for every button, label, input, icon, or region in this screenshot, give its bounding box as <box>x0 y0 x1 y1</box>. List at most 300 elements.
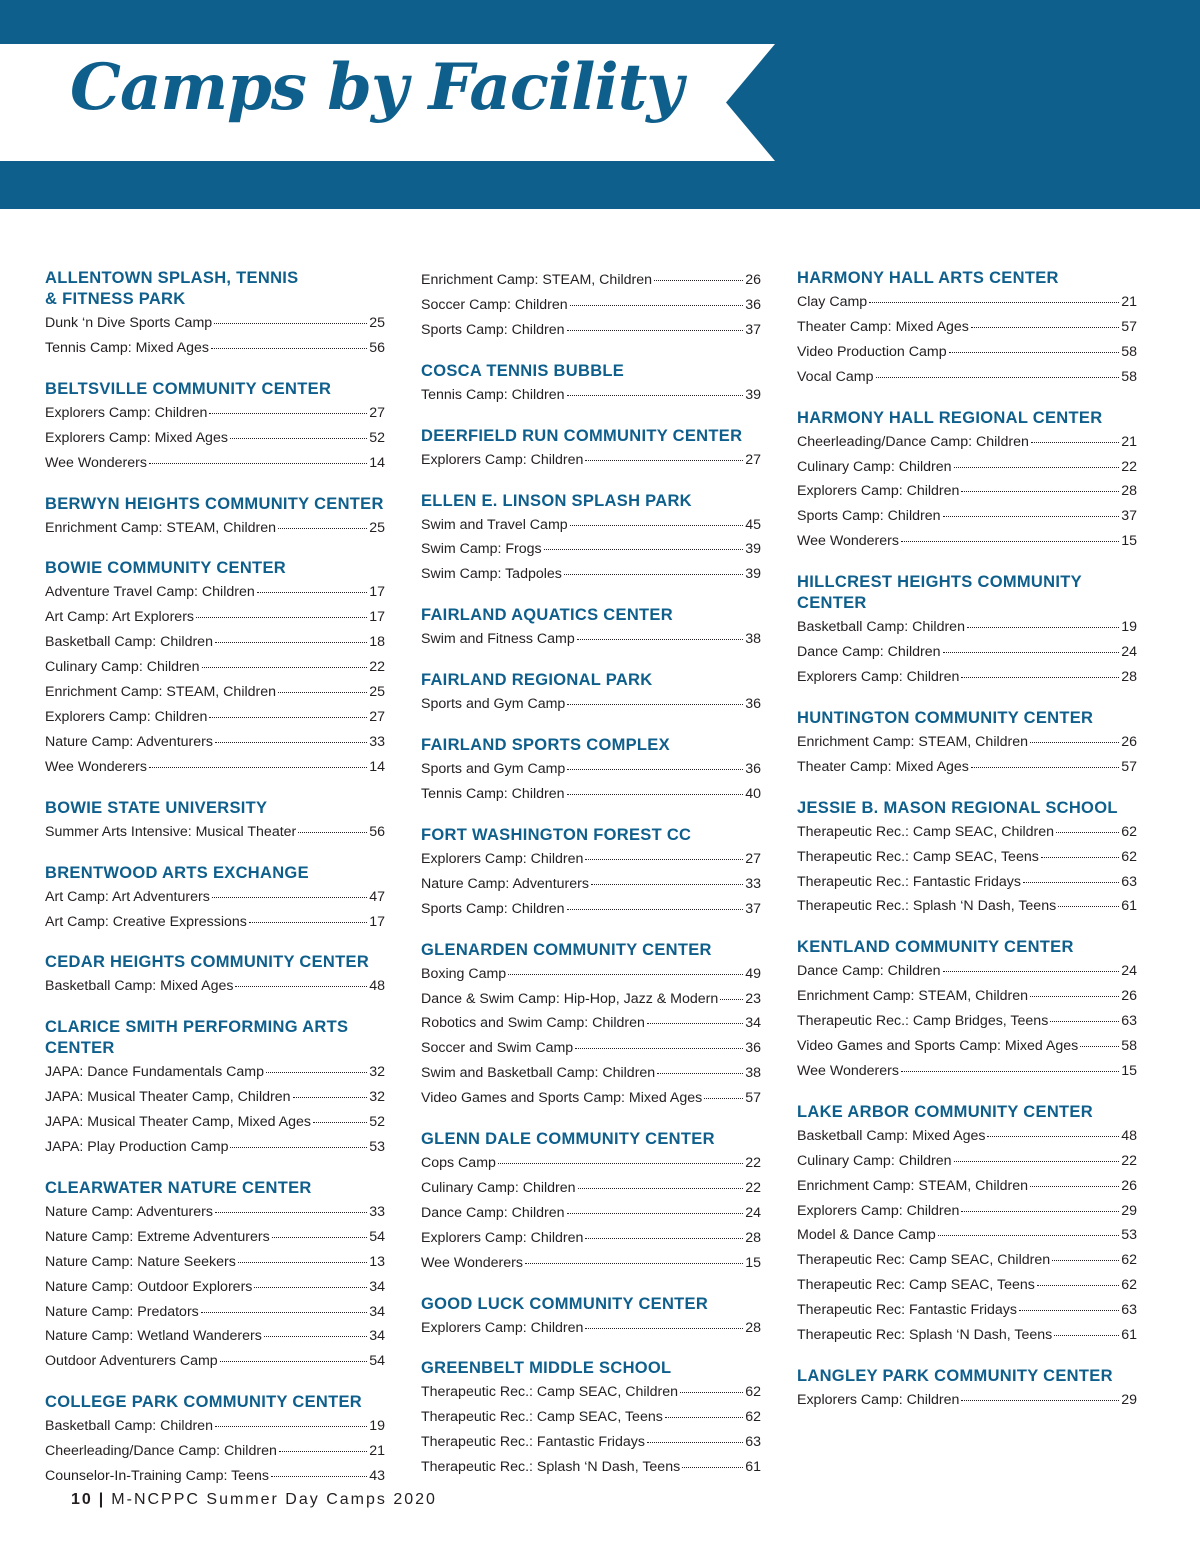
dot-leader <box>564 574 743 575</box>
dot-leader <box>1030 742 1119 743</box>
facility-section <box>45 1392 385 1489</box>
camp-entry <box>797 340 1137 365</box>
camp-name: Theater Camp: Mixed Ages <box>797 758 969 775</box>
camp-entry <box>797 730 1137 755</box>
dot-leader <box>508 974 743 975</box>
camp-entry <box>797 315 1137 340</box>
facility-name: GOOD LUCK COMMUNITY CENTER <box>421 1294 709 1313</box>
camp-name: Art Camp: Creative Expressions <box>45 913 247 930</box>
facility-name: CEDAR HEIGHTS COMMUNITY CENTER <box>45 953 370 972</box>
camp-entry <box>45 755 385 780</box>
column-1 <box>45 268 385 1507</box>
facility-name: LAKE ARBOR COMMUNITY CENTER <box>797 1102 1093 1121</box>
camp-name: Adventure Travel Camp: Children <box>45 584 255 601</box>
page-number: 10 <box>71 1491 93 1508</box>
dot-leader <box>264 1336 367 1337</box>
camp-page-number: 25 <box>369 315 385 331</box>
camp-name: Sports Camp: Children <box>797 508 941 525</box>
camp-name: JAPA: Dance Fundamentals Camp <box>45 1064 264 1081</box>
camp-entry <box>45 910 385 935</box>
camp-page-number: 54 <box>369 1353 385 1370</box>
camp-name: Explorers Camp: Children <box>45 404 208 421</box>
camp-page-number: 45 <box>745 516 761 533</box>
camp-entry <box>421 1061 761 1086</box>
camp-name: Counselor-In-Training Camp: Teens <box>45 1468 269 1485</box>
dot-leader <box>214 323 367 324</box>
camp-entry <box>797 504 1137 529</box>
facility-name: HUNTINGTON COMMUNITY CENTER <box>797 708 1094 727</box>
camp-page-number: 48 <box>369 978 385 995</box>
camp-page-number: 15 <box>1121 533 1137 550</box>
camp-entry <box>797 290 1137 315</box>
dot-leader <box>971 327 1119 328</box>
camp-entry <box>421 1036 761 1061</box>
dot-leader <box>220 1361 368 1362</box>
facility-name: BOWIE COMMUNITY CENTER <box>45 559 286 578</box>
camp-name: Therapeutic Rec: Fantastic Fridays <box>797 1302 1017 1319</box>
camp-entry <box>421 268 761 293</box>
camp-entry <box>45 1200 385 1225</box>
dot-leader <box>202 667 368 668</box>
camp-page-number: 15 <box>1121 1062 1137 1079</box>
camp-name: Basketball Camp: Children <box>797 619 965 636</box>
camp-name: Swim Camp: Tadpoles <box>421 566 562 583</box>
facility-name: HARMONY HALL REGIONAL CENTER <box>797 408 1103 427</box>
dot-leader <box>682 1467 743 1468</box>
camp-name: Therapeutic Rec: Splash ‘N Dash, Teens <box>797 1327 1053 1344</box>
facility-section <box>421 940 761 1111</box>
camp-name: Soccer and Swim Camp <box>421 1040 574 1057</box>
dot-leader <box>971 767 1119 768</box>
dot-leader <box>567 909 744 910</box>
camp-name: Therapeutic Rec.: Camp SEAC, Teens <box>797 848 1039 865</box>
camp-name: Vocal Camp <box>797 368 874 385</box>
dot-leader <box>876 377 1120 378</box>
camp-entry <box>45 655 385 680</box>
facility-name: CLARICE SMITH PERFORMING ARTS CENTER <box>45 1018 349 1058</box>
camp-name: Culinary Camp: Children <box>797 1152 952 1169</box>
camp-name: Therapeutic Rec.: Camp SEAC, Teens <box>421 1409 663 1426</box>
camp-name: Therapeutic Rec.: Camp Bridges, Teens <box>797 1013 1049 1030</box>
camp-page-number: 22 <box>1121 458 1137 475</box>
camp-name: Sports and Gym Camp <box>421 696 566 713</box>
facility-name: FAIRLAND REGIONAL PARK <box>421 671 653 690</box>
camp-entry <box>45 1414 385 1439</box>
camp-name: Therapeutic Rec.: Fantastic Fridays <box>421 1434 645 1451</box>
facility-name: FAIRLAND SPORTS COMPLEX <box>421 736 670 755</box>
camp-page-number: 53 <box>1121 1227 1137 1244</box>
facility-name: BRENTWOOD ARTS EXCHANGE <box>45 863 309 882</box>
camp-page-number: 36 <box>745 761 761 778</box>
dot-leader <box>249 922 367 923</box>
dot-leader <box>665 1417 743 1418</box>
camp-name: Nature Camp: Nature Seekers <box>45 1253 236 1270</box>
facility-section <box>45 268 385 361</box>
dot-leader <box>567 330 744 331</box>
camp-page-number: 27 <box>369 404 385 421</box>
dot-leader <box>901 541 1119 542</box>
camp-entry <box>797 1174 1137 1199</box>
camp-entry <box>421 1201 761 1226</box>
facility-section <box>45 1017 385 1160</box>
camp-name: Enrichment Camp: STEAM, Children <box>797 733 1029 750</box>
camp-name: Explorers Camp: Children <box>797 1392 960 1408</box>
camp-entry <box>45 730 385 755</box>
dot-leader <box>1041 857 1119 858</box>
camp-name: Cops Camp <box>421 1155 496 1172</box>
camp-page-number: 27 <box>369 708 385 725</box>
camp-entry <box>797 894 1137 919</box>
camp-page-number: 62 <box>745 1409 761 1426</box>
dot-leader <box>1030 1186 1119 1187</box>
dot-leader <box>585 1238 743 1239</box>
facility-section <box>45 863 385 935</box>
camp-page-number: 63 <box>1121 1013 1137 1030</box>
camp-entry <box>45 885 385 910</box>
camp-entry <box>421 757 761 782</box>
camp-entry <box>797 1298 1137 1323</box>
camp-name: JAPA: Play Production Camp <box>45 1139 229 1156</box>
camp-page-number: 23 <box>745 990 761 1007</box>
facility-section <box>421 1294 761 1341</box>
camp-entry <box>45 974 385 999</box>
dot-leader <box>938 1235 1119 1236</box>
camp-page-number: 22 <box>1121 1152 1137 1169</box>
footer-separator: | <box>98 1491 106 1508</box>
camp-entry <box>421 1086 761 1111</box>
facility-section <box>421 361 761 408</box>
dot-leader <box>1052 1260 1119 1261</box>
camp-page-number: 57 <box>1121 758 1137 775</box>
camp-name: Wee Wonderers <box>797 1062 899 1079</box>
facility-section <box>45 798 385 845</box>
facility-section <box>45 379 385 476</box>
camp-name: Basketball Camp: Mixed Ages <box>45 978 234 995</box>
camp-name: Basketball Camp: Mixed Ages <box>797 1127 986 1144</box>
camp-page-number: 17 <box>369 584 385 601</box>
camp-entry <box>45 1225 385 1250</box>
camp-page-number: 27 <box>745 451 761 468</box>
camp-entry <box>45 680 385 705</box>
camp-page-number: 48 <box>1121 1127 1137 1144</box>
dot-leader <box>211 348 367 349</box>
camp-page-number: 62 <box>1121 823 1137 840</box>
dot-leader <box>1019 1310 1119 1311</box>
dot-leader <box>215 642 367 643</box>
camp-name: Wee Wonderers <box>421 1254 523 1271</box>
camp-entry <box>45 1439 385 1464</box>
dot-leader <box>209 717 367 718</box>
camp-name: Soccer Camp: Children <box>421 296 568 313</box>
dot-leader <box>1031 442 1119 443</box>
dot-leader <box>1023 882 1119 883</box>
facility-name: COSCA TENNIS BUBBLE <box>421 361 625 380</box>
camp-page-number: 24 <box>745 1204 761 1221</box>
camp-entry <box>45 1464 385 1489</box>
camp-page-number: 25 <box>369 684 385 701</box>
camp-page-number: 37 <box>1121 508 1137 525</box>
dot-leader <box>238 1262 367 1263</box>
camp-page-number: 33 <box>745 875 761 892</box>
camp-entry <box>421 1430 761 1455</box>
column-3 <box>797 268 1137 1431</box>
camp-name: Therapeutic Rec.: Camp SEAC, Children <box>421 1384 679 1401</box>
camp-page-number: 47 <box>369 888 385 905</box>
camp-page-number: 26 <box>1121 988 1137 1005</box>
dot-leader <box>209 413 367 414</box>
facility-section <box>45 558 385 779</box>
facility-section <box>797 572 1137 690</box>
facility-section <box>421 670 761 717</box>
camp-entry <box>421 782 761 807</box>
dot-leader <box>1080 1046 1119 1047</box>
camp-name: Explorers Camp: Children <box>45 708 208 725</box>
camp-page-number: 22 <box>369 659 385 676</box>
camp-page-number: 62 <box>1121 1277 1137 1294</box>
camp-page-number: 39 <box>745 386 761 403</box>
dot-leader <box>585 460 743 461</box>
camp-page-number: 18 <box>369 634 385 651</box>
facility-name: LANGLEY PARK COMMUNITY CENTER <box>797 1367 1113 1385</box>
camp-name: Explorers Camp: Children <box>421 1229 584 1246</box>
camp-name: Sports Camp: Children <box>421 321 565 338</box>
facility-section <box>797 708 1137 780</box>
camp-entry <box>45 1250 385 1275</box>
camp-name: Explorers Camp: Children <box>421 451 584 468</box>
camp-page-number: 62 <box>745 1384 761 1401</box>
dot-leader <box>961 677 1119 678</box>
camp-page-number: 56 <box>369 823 385 840</box>
camp-entry <box>45 1110 385 1135</box>
camp-name: Nature Camp: Extreme Adventurers <box>45 1228 270 1245</box>
facility-section <box>797 1366 1137 1413</box>
facility-section <box>797 798 1137 920</box>
camp-name: Therapeutic Rec.: Splash ‘N Dash, Teens <box>797 898 1057 915</box>
dot-leader <box>212 897 367 898</box>
camp-name: Video Production Camp <box>797 343 947 360</box>
camp-page-number: 61 <box>745 1459 761 1476</box>
dot-leader <box>647 1442 743 1443</box>
camp-page-number: 61 <box>1121 1327 1137 1344</box>
dot-leader <box>949 352 1120 353</box>
dot-leader <box>498 1163 743 1164</box>
camp-name: Culinary Camp: Children <box>421 1179 576 1196</box>
camp-entry <box>45 1349 385 1374</box>
camp-page-number: 37 <box>745 900 761 917</box>
camp-entry <box>45 451 385 476</box>
camp-entry <box>421 1151 761 1176</box>
dot-leader <box>578 1188 744 1189</box>
dot-leader <box>230 1147 367 1148</box>
camp-name: Enrichment Camp: STEAM, Children <box>45 684 277 701</box>
camp-page-number: 34 <box>369 1328 385 1345</box>
camp-name: Theater Camp: Mixed Ages <box>797 318 969 335</box>
camp-entry <box>45 1275 385 1300</box>
camp-entry <box>797 959 1137 984</box>
facility-name: FORT WASHINGTON FOREST CC <box>421 825 692 844</box>
facility-name: GLENARDEN COMMUNITY CENTER <box>421 940 712 959</box>
camp-entry <box>797 1199 1137 1224</box>
dot-leader <box>525 1263 743 1264</box>
dot-leader <box>567 769 743 770</box>
facility-section <box>45 952 385 999</box>
dot-leader <box>720 999 743 1000</box>
camp-entry <box>421 293 761 318</box>
camp-entry <box>797 1223 1137 1248</box>
camp-entry <box>421 1011 761 1036</box>
camp-entry <box>421 872 761 897</box>
dot-leader <box>271 1476 367 1477</box>
facility-section <box>797 937 1137 1084</box>
camp-name: Dunk ‘n Dive Sports Camp <box>45 315 213 331</box>
camp-name: Culinary Camp: Children <box>45 659 200 676</box>
camp-entry <box>797 640 1137 665</box>
dot-leader <box>1058 906 1119 907</box>
camp-name: Nature Camp: Predators <box>45 1303 199 1320</box>
camp-page-number: 27 <box>745 850 761 867</box>
facility-section <box>421 1129 761 1276</box>
dot-leader <box>567 704 743 705</box>
camp-name: Nature Camp: Adventurers <box>45 733 213 750</box>
camp-page-number: 25 <box>369 519 385 536</box>
camp-entry <box>797 365 1137 390</box>
dot-leader <box>570 305 744 306</box>
camp-entry <box>797 1323 1137 1348</box>
camp-entry <box>421 987 761 1012</box>
camp-page-number: 26 <box>1121 1177 1137 1194</box>
camp-name: Cheerleading/Dance Camp: Children <box>797 433 1029 450</box>
camp-page-number: 19 <box>1121 619 1137 636</box>
camp-entry <box>421 1380 761 1405</box>
camp-page-number: 33 <box>369 1203 385 1220</box>
camp-entry <box>45 311 385 336</box>
camp-page-number: 21 <box>1121 294 1137 310</box>
dot-leader <box>278 692 367 693</box>
camp-page-number: 22 <box>745 1179 761 1196</box>
camp-name: Therapeutic Rec: Camp SEAC, Teens <box>797 1277 1035 1294</box>
dot-leader <box>961 1400 1119 1401</box>
camp-name: Explorers Camp: Children <box>797 483 960 500</box>
camp-page-number: 34 <box>745 1015 761 1032</box>
camp-name: Swim and Travel Camp <box>421 516 568 533</box>
camp-name: Nature Camp: Adventurers <box>421 875 589 892</box>
dot-leader <box>943 516 1120 517</box>
camp-name: Art Camp: Art Explorers <box>45 609 195 626</box>
camp-entry <box>797 1149 1137 1174</box>
facility-section <box>421 605 761 652</box>
camp-entry <box>421 847 761 872</box>
camp-entry <box>421 537 761 562</box>
camp-entry <box>421 562 761 587</box>
camp-entry <box>797 1248 1137 1273</box>
camp-page-number: 29 <box>1121 1202 1137 1219</box>
camp-entry <box>45 630 385 655</box>
camp-name: Summer Arts Intensive: Musical Theater <box>45 823 297 840</box>
camp-page-number: 52 <box>369 429 385 446</box>
camp-page-number: 63 <box>1121 873 1137 890</box>
camp-entry <box>45 516 385 541</box>
camp-name: Enrichment Camp: STEAM, Children <box>45 519 277 536</box>
camp-page-number: 53 <box>369 1139 385 1156</box>
dot-leader <box>313 1122 367 1123</box>
camp-entry <box>421 897 761 922</box>
camp-entry <box>421 513 761 538</box>
dot-leader <box>577 639 743 640</box>
page-title: Camps by Facility <box>70 50 683 125</box>
camp-page-number: 37 <box>745 321 761 338</box>
dot-leader <box>961 491 1119 492</box>
camp-page-number: 22 <box>745 1155 761 1172</box>
facility-section <box>421 1358 761 1480</box>
camp-name: Explorers Camp: Children <box>797 668 960 685</box>
camp-page-number: 14 <box>369 454 385 471</box>
facility-name: JESSIE B. MASON REGIONAL SCHOOL <box>797 798 1118 817</box>
camp-name: Nature Camp: Outdoor Explorers <box>45 1278 253 1295</box>
dot-leader <box>657 1073 743 1074</box>
camp-page-number: 38 <box>745 1065 761 1082</box>
camp-name: JAPA: Musical Theater Camp, Mixed Ages <box>45 1114 311 1131</box>
dot-leader <box>954 1161 1120 1162</box>
camp-entry <box>45 705 385 730</box>
camp-name: Explorers Camp: Children <box>421 1319 584 1336</box>
camp-page-number: 24 <box>1121 644 1137 661</box>
camp-page-number: 52 <box>369 1114 385 1131</box>
camp-entry <box>797 984 1137 1009</box>
camp-entry <box>797 430 1137 455</box>
camp-name: Therapeutic Rec: Camp SEAC, Children <box>797 1252 1051 1269</box>
facility-name: GREENBELT MIDDLE SCHOOL <box>421 1359 672 1378</box>
camp-entry <box>45 820 385 845</box>
camp-entry <box>421 448 761 473</box>
camp-name: Swim and Fitness Camp <box>421 631 575 648</box>
dot-leader <box>967 627 1119 628</box>
dot-leader <box>680 1392 743 1393</box>
dot-leader <box>215 742 367 743</box>
dot-leader <box>647 1023 743 1024</box>
dot-leader <box>961 1211 1119 1212</box>
facility-name: BERWYN HEIGHTS COMMUNITY CENTER <box>45 494 384 513</box>
camp-name: Basketball Camp: Children <box>45 634 213 651</box>
camp-name: Boxing Camp <box>421 965 507 982</box>
camp-entry <box>797 1009 1137 1034</box>
camp-page-number: 26 <box>1121 733 1137 750</box>
camp-name: Enrichment Camp: STEAM, Children <box>797 988 1029 1005</box>
camp-page-number: 36 <box>745 296 761 313</box>
dot-leader <box>1056 832 1119 833</box>
facility-name: COLLEGE PARK COMMUNITY CENTER <box>45 1393 363 1412</box>
camp-page-number: 21 <box>369 1443 385 1460</box>
camp-page-number: 43 <box>369 1468 385 1485</box>
camp-entry <box>45 605 385 630</box>
camp-name: Video Games and Sports Camp: Mixed Ages <box>421 1090 703 1107</box>
dot-leader <box>869 302 1119 303</box>
camp-name: Basketball Camp: Children <box>45 1418 213 1435</box>
dot-leader <box>272 1237 367 1238</box>
facility-section <box>421 735 761 807</box>
camp-entry <box>797 1388 1137 1413</box>
camp-entry <box>421 962 761 987</box>
dot-leader <box>567 395 744 396</box>
camp-entry <box>797 1273 1137 1298</box>
camp-name: Therapeutic Rec.: Camp SEAC, Children <box>797 823 1055 840</box>
camp-name: Swim Camp: Frogs <box>421 541 542 558</box>
dot-leader <box>954 467 1120 468</box>
camp-entry <box>45 1060 385 1085</box>
facility-name: BELTSVILLE COMMUNITY CENTER <box>45 379 332 398</box>
camp-entry <box>45 426 385 451</box>
dot-leader <box>149 767 367 768</box>
column-2 <box>421 268 761 1498</box>
